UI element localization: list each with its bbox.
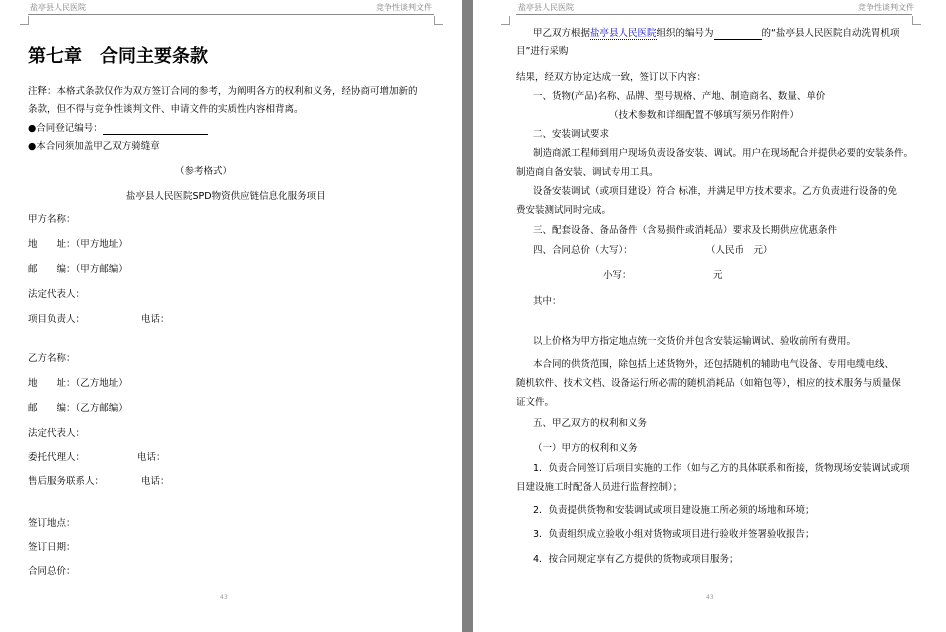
- contract-number-blank: [103, 124, 208, 135]
- margin-corner-mark: [20, 16, 29, 25]
- party-a-rights-heading: （一）甲方的权利和义务: [533, 443, 638, 454]
- party-b-agent: 委托代理人：: [28, 452, 86, 463]
- section-1-heading: 一、货物(产品)名称、品牌、型号规格、产地、制造商名、数量、单价: [533, 91, 826, 102]
- seal-requirement: ●本合同须加盖甲乙双方骑缝章: [28, 141, 160, 152]
- header-left: 盐亭县人民医院: [30, 3, 86, 12]
- party-a-legal-rep: 法定代表人：: [28, 289, 86, 300]
- party-b-agent-phone: 电话：: [137, 452, 166, 463]
- document-page-right: [473, 0, 946, 632]
- duty-3: 3．负责组织成立验收小组对货物或项目进行验收并签署验收报告；: [533, 529, 815, 540]
- duty-1-line-1: 1．负责合同签订后项目实施的工作（如与乙方的具体联系和衔接，货物现场安装调试或项: [533, 463, 910, 474]
- hospital-name-link[interactable]: 盐亭县人民医院: [590, 28, 657, 39]
- page-gutter: [462, 0, 473, 632]
- duty-2: 2．负责提供货物和安装调试或项目建设施工所必须的场地和环境；: [533, 505, 815, 516]
- project-title: 盐亭县人民医院SPD物资供应链信息化服务项目: [126, 191, 326, 202]
- party-b-address: 地 址：（乙方地址）: [28, 378, 128, 389]
- party-b-service-phone: 电话：: [141, 476, 170, 487]
- margin-corner-mark: [912, 16, 921, 25]
- note-line-1: 注释：本格式条款仅作为双方签订合同的参考，为阐明各方的权利和义务，经协商可增加新的: [28, 86, 418, 97]
- party-b-postcode: 邮 编：（乙方邮编）: [28, 403, 128, 414]
- duty-4: 4．按合同规定享有乙方提供的货物或项目服务；: [533, 554, 739, 565]
- header-right: 竞争性谈判文件: [858, 3, 914, 12]
- intro-project-name: 的“盐亭县人民医院自动洗胃机项: [761, 28, 900, 39]
- header-rule: [516, 14, 912, 15]
- intro-line-1: [533, 28, 899, 40]
- duty-1-line-2: 目建设施工时配备人员进行监督控制）；: [516, 482, 683, 493]
- supply-scope-2: 随机软件、技术文档、设备运行所必需的随机消耗品（如箱包等），相应的技术服务与质量保: [516, 378, 901, 389]
- section-3-heading: 三、配套设备、备品备件（含易损件或消耗品）要求及长期供应优惠条件: [533, 225, 838, 236]
- section-1-note: （技术参数和详细配置不够填写须另作附件）: [609, 110, 800, 121]
- section-2-heading: 二、安装调试要求: [533, 129, 610, 140]
- section-4-heading: 四、合同总价（大写）：: [533, 245, 633, 256]
- section-2-para-2: 制造商自备安装、调试专用工具。: [516, 167, 659, 178]
- contract-number-label: ●合同登记编号：: [28, 123, 103, 134]
- party-b-name: 乙方名称：: [28, 353, 76, 364]
- supply-scope-3: 证文件。: [516, 397, 555, 408]
- lowercase-amount-label: 小写：: [603, 270, 632, 281]
- intro-prefix: 甲乙双方根据: [533, 28, 591, 39]
- header-left: 盐亭县人民医院: [518, 3, 574, 12]
- party-a-postcode: 邮 编：（甲方邮编）: [28, 264, 128, 275]
- intro-line-2: 目”进行采购: [516, 46, 569, 57]
- page-number: 43: [706, 594, 714, 601]
- price-note: 以上价格为甲方指定地点统一交货价并包含安装运输调试、验收前所有费用。: [533, 336, 857, 347]
- header-rule: [28, 14, 434, 15]
- margin-corner-mark: [501, 16, 510, 25]
- party-a-phone: 电话：: [141, 314, 170, 325]
- party-b-legal-rep: 法定代表人：: [28, 428, 86, 439]
- rmb-label: （人民币 元）: [706, 245, 773, 256]
- note-line-2: 条款，但不得与竞争性谈判文件、申请文件的实质性内容相背离。: [28, 104, 304, 115]
- chapter-title: 第七章 合同主要条款: [28, 46, 208, 67]
- contract-total: 合同总价：: [28, 566, 76, 577]
- reference-format-label: （参考格式）: [175, 166, 233, 177]
- section-2-para-4: 费安装测试同时完成。: [516, 205, 612, 216]
- page-number: 43: [220, 594, 228, 601]
- signing-place: 签订地点：: [28, 518, 76, 529]
- contract-number-line: [28, 123, 208, 135]
- header-right: 竞争性谈判文件: [376, 3, 432, 12]
- agreement-line: 结果，经双方协定达成一致，签订以下内容：: [516, 72, 707, 83]
- party-a-project-lead: 项目负责人：: [28, 314, 86, 325]
- party-a-address: 地 址：（甲方地址）: [28, 239, 128, 250]
- party-a-name: 甲方名称：: [28, 214, 76, 225]
- section-2-para-1: 制造商派工程师到用户现场负责设备安装、调试。用户在现场配合并提供必要的安装条件。: [533, 148, 914, 159]
- of-which-label: 其中：: [533, 296, 562, 307]
- section-2-para-3: 设备安装调试（或项目建设）符合 标准，并满足甲方技术要求。乙方负责进行设备的免: [533, 186, 898, 197]
- project-number-blank: [714, 29, 762, 40]
- intro-number-label: 组织的编号为: [656, 28, 714, 39]
- supply-scope-1: 本合同的供货范围，除包括上述货物外，还包括随机的辅助电气设备、专用电缆电线、: [533, 359, 895, 370]
- signing-date: 签订日期：: [28, 542, 76, 553]
- document-page-left: [0, 0, 462, 632]
- party-b-service-contact: 售后服务联系人：: [28, 476, 105, 487]
- section-5-heading: 五、甲乙双方的权利和义务: [533, 418, 648, 429]
- yuan-label: 元: [713, 270, 723, 281]
- margin-corner-mark: [434, 16, 443, 25]
